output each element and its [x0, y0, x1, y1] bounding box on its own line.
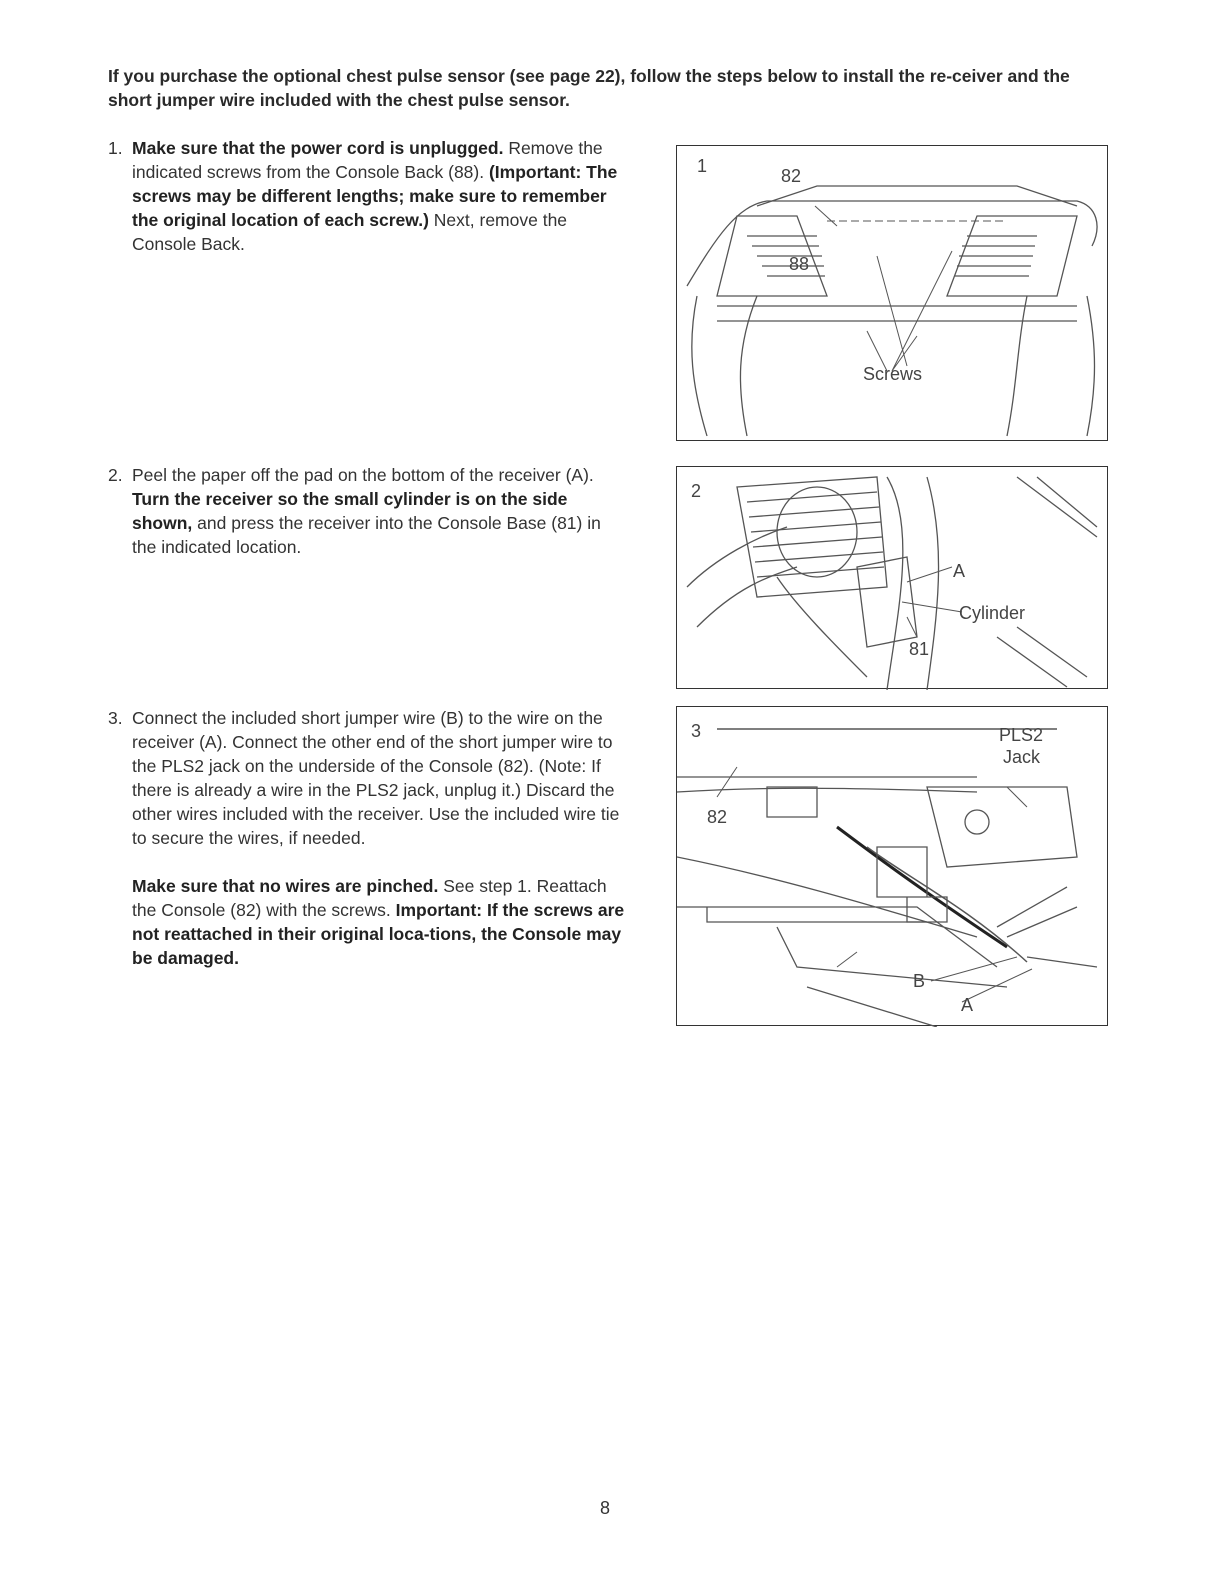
text: Peel the paper off the pad on the bottom of the receiver (A). [132, 465, 594, 485]
bold-text: Turn the receiver so the small cylinder is on the side shown, [132, 489, 568, 533]
bold-text: (Important: The screws may be different lengths; make sure to remember the original location of each screw.) [132, 162, 618, 230]
console-back-drawing [677, 146, 1109, 442]
text: Remove the indicated screws from the Console Back (88). [132, 138, 603, 182]
label-cylinder: Cylinder [959, 603, 1026, 623]
step-3 [108, 706, 628, 994]
label-console: 82 [781, 166, 802, 186]
text: Connect the included short jumper wire (B) to the wire on the receiver (A). Connect the other end of the short jumper wire to the PLS2 jack on the underside of the Console (82). (Note: If there is already a wire in the PLS2 jack, unplug it.) Discard the other wires included with the receiver. Use the included wire tie to secure the wires, if needed. [132, 708, 620, 848]
figure-2 [676, 466, 1108, 689]
label-pls2: PLS2 [999, 725, 1044, 745]
text: Next, remove the Console Back. [132, 210, 568, 254]
text: and press the receiver into the Console Base (81) in the indicated location. [132, 513, 601, 557]
label-console: 82 [707, 807, 728, 827]
step-paragraph [132, 463, 628, 559]
bold-text: Make sure that the power cord is unplugged. [132, 138, 504, 158]
step-number: 3. [108, 708, 123, 728]
label-console-back: 88 [789, 254, 810, 274]
text: See step 1. Reattach the Console (82) with the screws. [132, 876, 607, 920]
label-jumper-wire: B [913, 971, 926, 991]
figure-number: 2 [691, 481, 702, 501]
label-screws: Screws [863, 364, 923, 384]
step-number: 2. [108, 465, 123, 485]
step-paragraph [132, 706, 628, 850]
intro-text: If you purchase the optional chest pulse sensor (see page 22), follow the steps below to install the re-ceiver and the short jumper wire included with the chest pulse sensor. [108, 66, 1070, 110]
label-jack: Jack [1003, 747, 1041, 767]
figure-number: 1 [697, 156, 708, 176]
step-number: 1. [108, 138, 123, 158]
wiring-drawing [677, 707, 1109, 1027]
bold-text: Make sure that no wires are pinched. [132, 876, 439, 896]
figure-1 [676, 145, 1108, 441]
label-console-base: 81 [909, 639, 930, 659]
bold-text: Important: If the screws are not reattached in their original loca-tions, the Console may be damaged. [132, 900, 625, 968]
receiver-drawing [677, 467, 1109, 690]
label-receiver: A [953, 561, 966, 581]
figure-number: 3 [691, 721, 702, 741]
label-receiver: A [961, 995, 974, 1015]
step-1 [108, 136, 628, 280]
step-paragraph [132, 874, 628, 970]
page-number: 8 [600, 1498, 611, 1518]
figure-3 [676, 706, 1108, 1026]
step-paragraph [132, 136, 628, 256]
step-2 [108, 463, 628, 583]
